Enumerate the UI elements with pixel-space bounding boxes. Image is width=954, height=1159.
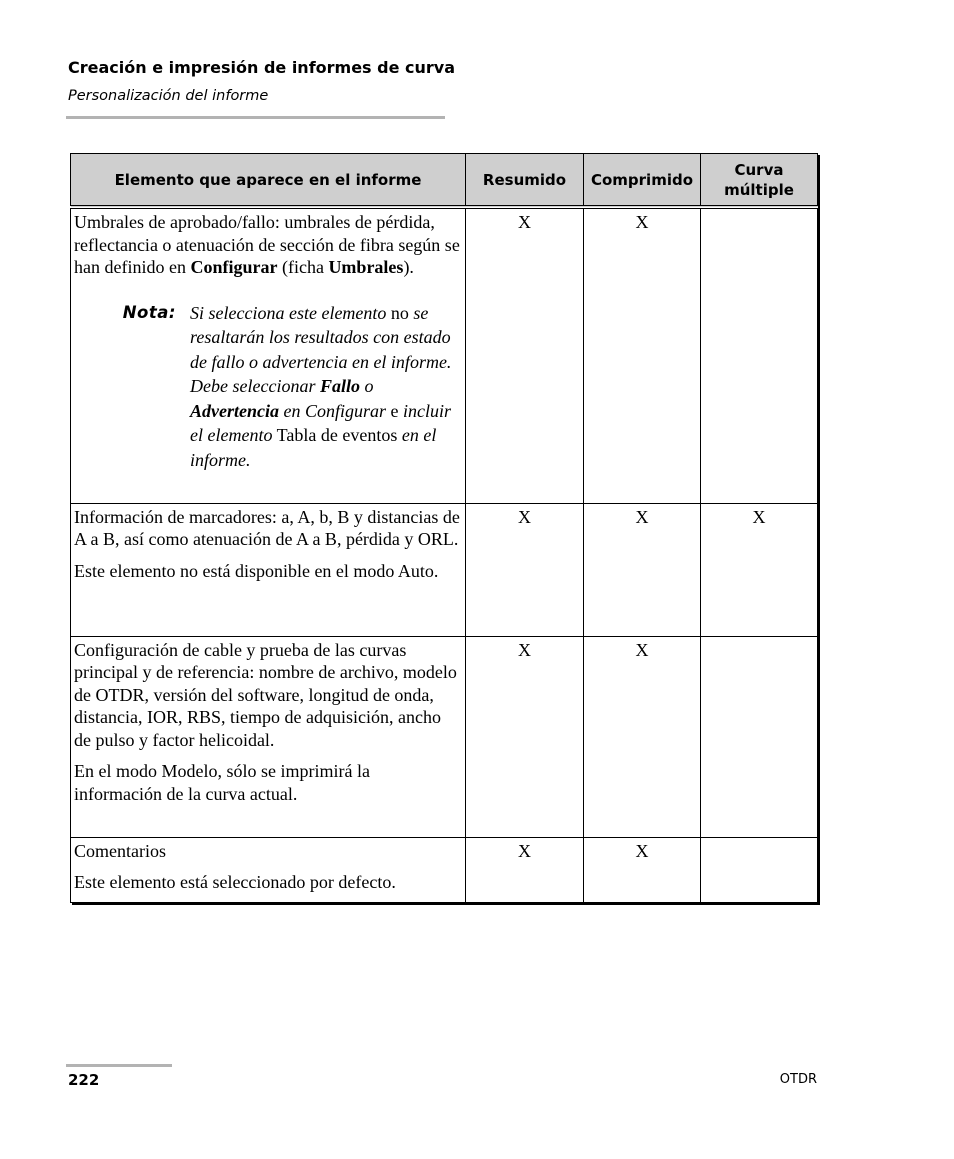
note-label: Nota:: [122, 302, 176, 322]
table-row: [71, 636, 818, 837]
report-items-table: [70, 153, 818, 903]
table-row: [71, 207, 818, 503]
page-header-title: Creación e impresión de informes de curva: [68, 58, 456, 77]
cell-comprimido: X: [584, 207, 701, 503]
cell-resumido: X: [466, 837, 584, 902]
table-row: [71, 837, 818, 902]
footer-divider: [66, 1064, 172, 1067]
report-items-table-container: [70, 153, 817, 903]
cell-curva-multiple: X: [701, 503, 818, 636]
table-row: [71, 503, 818, 636]
cell-item-thresholds: [71, 207, 466, 503]
cell-comprimido: X: [584, 503, 701, 636]
configurar-term: Configurar: [190, 257, 278, 277]
column-header-curva-multiple: Curva múltiple: [701, 154, 818, 208]
cell-curva-multiple: [701, 837, 818, 902]
column-header-element: Elemento que aparece en el informe: [71, 154, 466, 208]
cell-curva-multiple: [701, 636, 818, 837]
column-header-resumido: Resumido: [466, 154, 584, 208]
cell-item-cable-config: Configuración de cable y prueba de las curvas principal y de referencia: nombre de archivo, modelo de OTDR, versión del software, longitud de onda, distancia, IOR, RBS, tiempo de adquisición, ancho de pulso y factor helicoidal. En el modo Modelo, sólo se imprimirá la información de la curva actual.: [71, 636, 466, 837]
header-divider: [66, 116, 445, 119]
cell-item-comments: Comentarios Este elemento está seleccionado por defecto.: [71, 837, 466, 902]
page-number: 222: [68, 1071, 100, 1089]
column-header-comprimido: Comprimido: [584, 154, 701, 208]
table-header-row: [71, 154, 818, 208]
thresholds-description: Umbrales de aprobado/fallo: umbrales de pérdida, reflectancia o atenuación de sección de fibra según se han definido en Configurar (ficha Umbrales).: [74, 212, 460, 277]
cell-item-markers: Información de marcadores: a, A, b, B y distancias de A a B, así como atenuación de A a B, pérdida y ORL. Este elemento no está disponible en el modo Auto.: [71, 503, 466, 636]
cell-resumido: X: [466, 207, 584, 503]
cell-comprimido: X: [584, 837, 701, 902]
cell-comprimido: X: [584, 636, 701, 837]
note-text: Si selecciona este elemento no se resaltarán los resultados con estado de fallo o advertencia en el informe. Debe seleccionar Fallo o Advertencia en Configurar e incluir el elemento Tabla de eventos en el informe.: [190, 302, 452, 470]
note-block: [74, 301, 462, 473]
page-header-subtitle: Personalización del informe: [68, 88, 269, 104]
umbrales-term: Umbrales: [328, 257, 404, 277]
document-name: OTDR: [779, 1072, 817, 1087]
cell-curva-multiple: [701, 207, 818, 503]
cell-resumido: X: [466, 636, 584, 837]
cell-resumido: X: [466, 503, 584, 636]
